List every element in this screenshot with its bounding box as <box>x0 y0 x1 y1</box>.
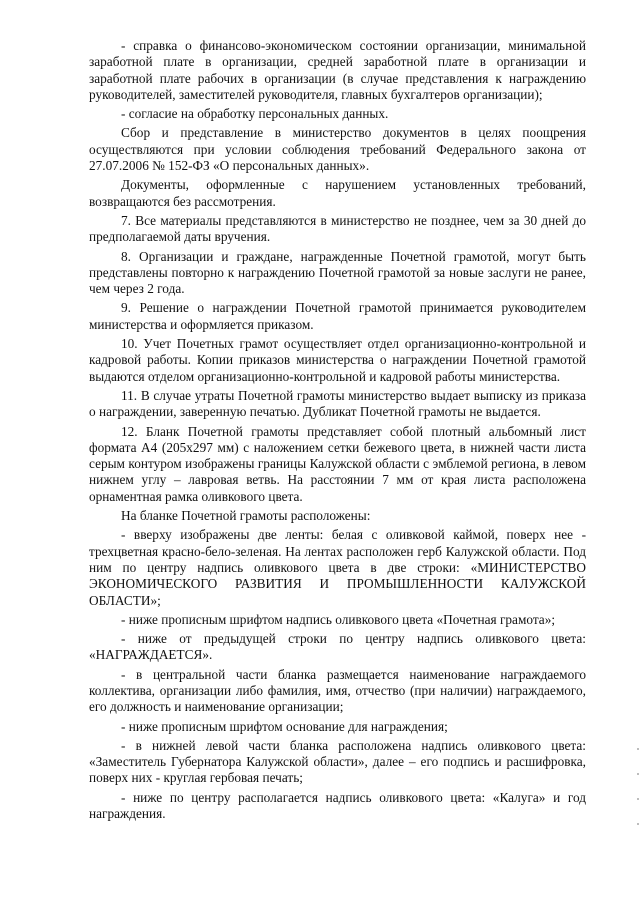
paragraph-personal-data-consent: - согласие на обработку персональных данных. <box>121 106 389 122</box>
paragraph-item-8: 8. Организации и граждане, награжденные Почетной грамотой, могут быть представлены повторно к награждению Почетной грамотой за новые заслуги не ранее, чем через 2 года. <box>89 248 586 297</box>
paragraph-item-11: 11. В случае утраты Почетной грамоты министерство выдает выписку из приказа о награждении, заверенную печатью. Дубликат Почетной грамоты не выдается. <box>89 387 586 420</box>
document-body <box>89 38 586 822</box>
paragraph-ribbons: - вверху изображены две ленты: белая с оливковой каймой, поверх нее - трехцветная красно-бело-зеленая. На лентах расположен герб Калужской области. Под ним по центру надпись оливкового цвета в две строки: «МИНИСТЕРСТВО ЭКОНОМИЧЕСКОГО РАЗВИТИЯ И ПРОМЫШЛЕННОСТИ КАЛУЖСКОЙ ОБЛАСТИ»; <box>89 527 586 608</box>
paragraph-item-12: 12. Бланк Почетной грамоты представляет собой плотный альбомный лист формата А4 (205x297 мм) с наложением сетки бежевого цвета, в нижней части листа серым контуром изображены границы Калужской области с эмблемой региона, в левом нижнем углу – лавровая ветвь. На расстоянии 7 мм от края листа расположена орнаментная рамка оливкового цвета. <box>89 423 586 504</box>
paragraph-documents-returned: Документы, оформленные с нарушением установленных требований, возвращаются без рассмотрения. <box>89 177 586 209</box>
paragraph-item-7: 7. Все материалы представляются в министерство не позднее, чем за 30 дней до предполагаемой даты вручения. <box>89 212 586 245</box>
paragraph-blank-contents-intro: На бланке Почетной грамоты расположены: <box>121 508 371 524</box>
paragraph-signature-block: - в нижней левой части бланка расположена надпись оливкового цвета: «Заместитель Губернатора Калужской области», далее – его подпись и расшифровка, поверх них - круглая гербовая печать; <box>89 737 586 786</box>
paragraph-item-9: 9. Решение о награждении Почетной грамотой принимается руководителем министерства и оформляется приказом. <box>89 300 586 332</box>
paragraph-city-and-year: - ниже по центру располагается надпись оливкового цвета: «Калуга» и год награждения. <box>89 789 586 822</box>
paragraph-certificate-heading: - ниже прописным шрифтом надпись оливкового цвета «Почетная грамота»; <box>121 611 556 627</box>
paragraph-awarded-caption: - ниже от предыдущей строки по центру надпись оливкового цвета: «НАГРАЖДАЕТСЯ». <box>89 631 586 663</box>
paragraph-award-basis: - ниже прописным шрифтом основание для награждения; <box>121 718 448 734</box>
paragraph-item-10: 10. Учет Почетных грамот осуществляет отдел организационно-контрольной и кадровой работы. Копии приказов министерства о награждении Почетной грамотой выдаются отделом организационно-контрольной и кадровой работы министерства. <box>89 336 586 384</box>
paragraph-documents-collection: Сбор и представление в министерство документов в целях поощрения осуществляются при условии соблюдения требований Федерального закона от 27.07.2006 № 152-ФЗ «О персональных данных». <box>89 125 586 174</box>
paragraph-financial-certificate: - справка о финансово-экономическом состоянии организации, минимальной заработной плате в организации, средней заработной плате в организации и заработной плате рабочих в организации (в случае представления к награждению руководителей, заместителей руководителя, главных бухгалтеров организации); <box>89 38 586 102</box>
paragraph-recipient-name: - в центральной части бланка размещается наименование награждаемого коллектива, организации либо фамилия, имя, отчество (при наличии) награждаемого, его должность и наименование организации; <box>89 666 586 715</box>
